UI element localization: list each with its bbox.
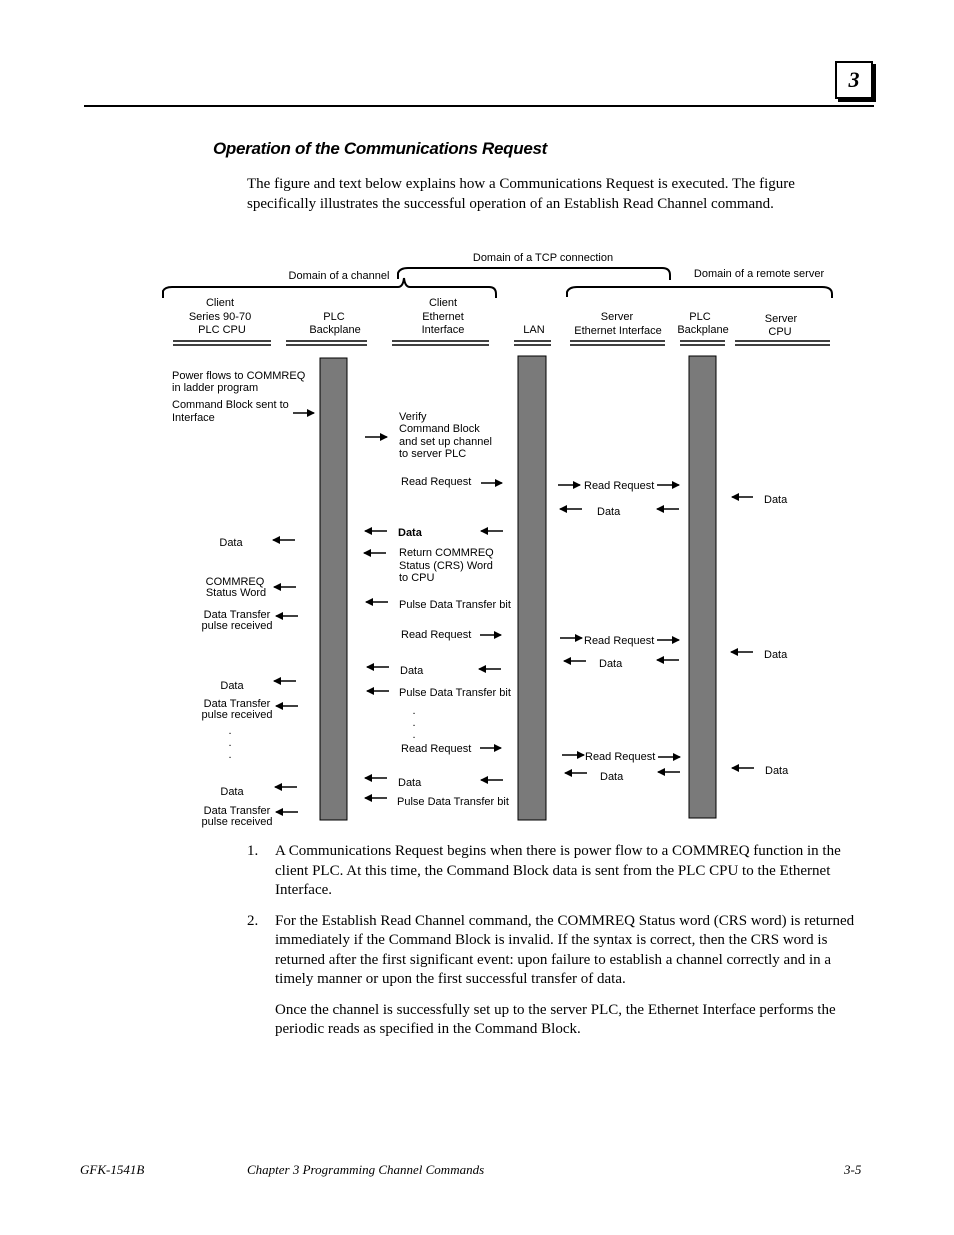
ellipsis-middle xyxy=(412,705,415,741)
svg-text:.: . xyxy=(412,717,416,729)
step-number: 1. xyxy=(247,843,259,859)
column-header-lan xyxy=(523,324,544,336)
label-data-transfer-received-3 xyxy=(202,805,273,828)
svg-text:Series 90-70: Series 90-70 xyxy=(188,311,252,323)
step-text: For the Establish Read Channel command, the COMMREQ Status word (CRS word) is returned immediately if the Command Block is invalid. If the syntax is correct, then the CRS word is returned after the first significant event: upon failure to establish a channel correctly and in a timely manner or upon the first successful transfer of data. xyxy=(275,912,855,987)
label-pulse-data-transfer-2: Pulse Data Transfer bit xyxy=(399,687,511,699)
label-read-request-server-1: Read Request xyxy=(584,480,655,492)
footer-chapter-title: Chapter 3 Programming Channel Commands xyxy=(247,1162,485,1177)
svg-text:Status Word: Status Word xyxy=(205,587,267,599)
plc-backplane-right-bar xyxy=(689,356,716,818)
svg-text:PLC CPU: PLC CPU xyxy=(198,324,246,336)
label-commreq-status-word xyxy=(206,576,267,599)
section-title: Operation of the Communications Request xyxy=(213,139,547,158)
svg-text:to CPU: to CPU xyxy=(399,572,435,584)
svg-text:in ladder program: in ladder program xyxy=(172,382,259,394)
svg-text:Client: Client xyxy=(205,297,235,309)
domain-brace-tcp xyxy=(398,268,670,280)
column-header-server-cpu xyxy=(765,313,798,338)
label-read-request-client-2: Read Request xyxy=(401,629,472,641)
label-data-1: Data xyxy=(219,537,243,549)
svg-text:.: . xyxy=(228,737,232,749)
svg-text:Verify: Verify xyxy=(399,411,427,423)
followup-paragraph: Once the channel is successfully set up to the server PLC, the Ethernet Interface performs the periodic reads as specified in the Command Block. xyxy=(275,1001,836,1037)
label-data-server-3: Data xyxy=(600,771,624,783)
steps-list xyxy=(247,842,867,1040)
lan-bar xyxy=(518,356,546,820)
label-data-2: Data xyxy=(220,680,244,692)
label-data-transfer-received-2 xyxy=(202,698,273,721)
svg-text:.: . xyxy=(228,749,232,761)
svg-text:Server: Server xyxy=(600,311,634,323)
svg-text:Interface: Interface xyxy=(172,412,215,424)
svg-text:Ethernet: Ethernet xyxy=(422,311,464,323)
list-item xyxy=(247,842,867,901)
label-data-client-3: Data xyxy=(398,777,422,789)
label-data-server-cpu-3: Data xyxy=(765,765,789,777)
label-command-block-sent xyxy=(172,399,289,424)
svg-text:Data Transfer: Data Transfer xyxy=(203,805,271,817)
label-read-request-server-2: Read Request xyxy=(584,635,655,647)
svg-text:PLC: PLC xyxy=(323,311,345,323)
svg-text:Command Block: Command Block xyxy=(399,423,480,435)
svg-text:Interface: Interface xyxy=(421,324,465,336)
plc-backplane-left-bar xyxy=(320,358,347,820)
label-data-client-2: Data xyxy=(400,665,424,677)
domain-brace-remote-server xyxy=(567,287,832,298)
svg-text:Status (CRS) Word: Status (CRS) Word xyxy=(399,560,493,572)
label-pulse-data-transfer-3: Pulse Data Transfer bit xyxy=(397,796,509,808)
svg-text:and set up channel: and set up channel xyxy=(399,436,492,448)
column-header-plc-backplane-right xyxy=(677,311,728,336)
svg-text:.: . xyxy=(412,705,416,717)
label-data-server-2: Data xyxy=(599,658,623,670)
step-number: 2. xyxy=(247,912,259,929)
label-data-server-cpu-2: Data xyxy=(764,649,788,661)
list-item xyxy=(247,912,867,990)
svg-text:Data Transfer: Data Transfer xyxy=(203,609,271,621)
ellipsis-left xyxy=(228,725,231,761)
svg-text:pulse received: pulse received xyxy=(201,620,273,632)
svg-text:LAN: LAN xyxy=(523,324,545,336)
svg-text:Return COMMREQ: Return COMMREQ xyxy=(399,547,494,559)
chapter-number-badge: 3 xyxy=(835,61,873,99)
domain-remote-server-label: Domain of a remote server xyxy=(693,268,825,280)
svg-text:pulse received: pulse received xyxy=(201,816,273,828)
svg-text:Power flows to COMMREQ: Power flows to COMMREQ xyxy=(172,370,306,382)
svg-text:.: . xyxy=(228,725,232,737)
column-header-client-cpu xyxy=(189,297,251,336)
label-data-3: Data xyxy=(220,786,244,798)
label-return-commreq xyxy=(399,547,494,584)
svg-text:Command Block sent to: Command Block sent to xyxy=(172,399,289,411)
column-header-server-ethernet xyxy=(574,311,661,337)
svg-text:Ethernet Interface: Ethernet Interface xyxy=(574,325,662,337)
svg-text:.: . xyxy=(412,729,416,741)
label-data-transfer-received-1 xyxy=(202,609,273,632)
svg-text:Data Transfer: Data Transfer xyxy=(203,698,271,710)
svg-text:Server: Server xyxy=(764,313,798,325)
label-data-client-1: Data xyxy=(398,527,422,539)
label-pulse-data-transfer-1: Pulse Data Transfer bit xyxy=(399,599,511,611)
column-header-plc-backplane-left xyxy=(309,311,360,336)
footer-doc-number: GFK-1541B xyxy=(80,1162,145,1177)
svg-text:Backplane: Backplane xyxy=(677,324,729,336)
label-read-request-server-3: Read Request xyxy=(585,751,656,763)
svg-text:CPU: CPU xyxy=(768,326,792,338)
footer-page-number: 3-5 xyxy=(844,1162,862,1177)
label-read-request-client-1: Read Request xyxy=(401,476,472,488)
intro-paragraph: The figure and text below explains how a Communications Request is executed. The figure specifically illustrates the successful operation of an Establish Read Channel command. xyxy=(247,176,795,212)
column-header-underlines xyxy=(173,341,830,345)
label-verify-command-block xyxy=(399,411,492,460)
svg-text:Backplane: Backplane xyxy=(309,324,361,336)
svg-text:COMMREQ: COMMREQ xyxy=(205,576,265,588)
label-read-request-client-3: Read Request xyxy=(401,743,472,755)
svg-text:to server PLC: to server PLC xyxy=(399,448,467,460)
label-data-server-1: Data xyxy=(597,506,621,518)
column-header-client-ethernet xyxy=(422,297,465,336)
step-text: A Communications Request begins when there is power flow to a COMMREQ function in the client PLC. At this time, the Command Block data is sent from the PLC CPU to the Ethernet Interface. xyxy=(275,843,841,898)
svg-text:PLC: PLC xyxy=(689,311,711,323)
domain-tcp-label: Domain of a TCP connection xyxy=(472,252,614,264)
label-data-server-cpu-1: Data xyxy=(764,494,788,506)
domain-channel-label: Domain of a channel xyxy=(288,270,390,282)
svg-text:pulse received: pulse received xyxy=(201,709,273,721)
svg-text:Client: Client xyxy=(428,297,458,309)
label-power-flows xyxy=(172,370,306,394)
